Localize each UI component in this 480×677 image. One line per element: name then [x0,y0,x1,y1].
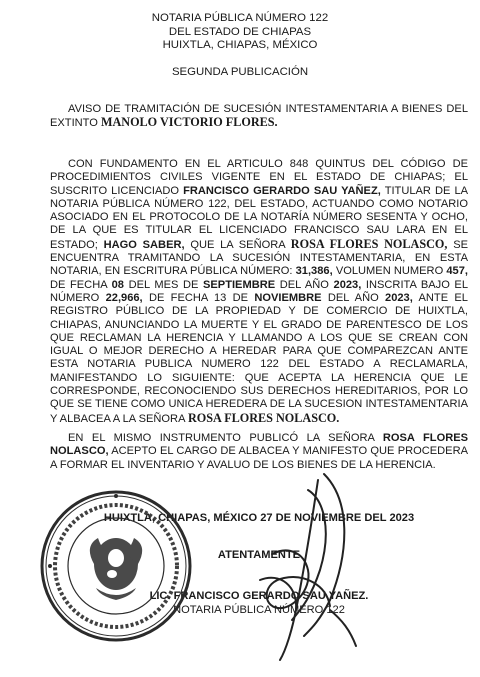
signer-name: LIC. FRANCISCO GERARDO SAU YAÑEZ. [149,590,369,602]
notary-name: FRANCISCO GERARDO SAU YAÑEZ, [183,184,381,197]
body-text: ANTE EL REGISTRO PÚBLICO DE LA PROPIEDAD Y DE COMERCIO DE HUIXTLA, CHIAPAS, ANUNCIANDO LA MUERTE Y EL GRADO DE PARENTESCO DE LOS QUE RECLAMAN LA HERENCIA Y LLAMANDO A LOS QUE SE CREAN CON IGUAL O MEJOR DERECHO A HEREDAR PARA QUE COMPAREZCAN ANTE ESTA NOTARIA PUBLICA NUMERO 122 DEL ESTADO A RECLAMARLA, MANIFESTANDO LO SIGUIENTE: QUE ACEPTA LA HERENCIA QUE LE CORRESPONDE, RECONOCIENDO SUS DERECHOS HEREDITARIOS, POR LO QUE SE TIENE COMO UNICA HEREDERA DE LA SUCESION INTESTAMENTARIA Y ALBACEA A LA SEÑORA [50,291,468,425]
header-line-2: DEL ESTADO DE CHIAPAS [168,25,312,38]
notary-header [0,12,480,53]
header-line-1: NOTARIA PÚBLICA NÚMERO 122 [151,12,329,24]
registration-month: NOVIEMBRE [254,291,322,304]
heir-name-2: ROSA FLORES NOLASCO. [187,410,340,425]
body-text: DEL MES DE [128,278,199,291]
closing-regards: ATENTAMENTE [217,549,301,561]
escritura-number: 31,386, [295,265,333,278]
body-text: QUE LA SEÑORA [190,238,286,251]
notary-seal [36,486,196,646]
registration-year: 2023, [385,291,413,304]
notice-prefix: AVISO DE TRAMITACIÓN DE SUCESIÓN INTESTAMENTARIA A BIENES DEL EXTINTO [50,103,468,130]
registration-number: 22,966, [105,291,143,304]
deceased-name: MANOLO VICTORIO FLORES. [100,115,278,130]
date-year: 2023, [333,278,362,291]
publication-label: SEGUNDA PUBLICACIÓN [171,66,309,78]
body-text: CON FUNDAMENTO EN EL ARTICULO 848 QUINTUS DEL CÓDIGO DE PROCEDIMIENTOS CIVILES VIGENTE EN EL ESTADO DE CHIAPAS; EL SUSCRITO LICENCIADO [50,158,468,197]
body-text: EN EL MISMO INSTRUMENTO PUBLICÓ LA SEÑORA [68,432,375,444]
body-text: SE ENCUENTRA TRAMITANDO LA SUCESIÓN INTESTAMENTARIA, EN ESTA NOTARIA, EN ESCRITURA PÚBLICA NÚMERO: [50,238,469,278]
hago-saber: HAGO SABER, [103,238,185,251]
heir-name: ROSA FLORES NOLASCO, [290,236,448,251]
body-text: TITULAR DE LA NOTARIA PÚBLICA NÚMERO 122, DEL ESTADO, ACTUANDO COMO NOTARIO ASOCIADO EN EL PROTOCOLO DE LA NOTARÍA NÚMERO SESENTA Y OCHO, DE LA QUE ES TITULAR EL LICENCIADO FRANCISCO SAU LARA EN EL ESTADO; [50,184,469,251]
body-text: DE FECHA [50,278,107,291]
place-and-date: HUIXTLA, CHIAPAS, MÉXICO 27 DE NOVIEMBRE DEL 2023 [103,512,415,524]
volume-number: 457, [446,265,468,278]
date-day: 08 [111,278,124,291]
handwritten-signature [200,460,390,670]
body-paragraph [50,158,468,426]
body-text: VOLUMEN NUMERO [335,265,444,278]
header-line-3: HUIXTLA, CHIAPAS, MÉXICO [162,39,318,52]
signer-title: NOTARIA PÚBLICA NÚMERO 122 [173,604,345,616]
notice-paragraph [50,103,468,131]
body-text: DE FECHA 13 DE [148,291,249,304]
heir-name-3: ROSA FLORES NOLASCO, [50,432,469,458]
body-text: INSCRITA BAJO EL NÚMERO [50,278,468,304]
date-month: SEPTIEMBRE [203,278,276,291]
body-text: DEL AÑO [327,291,379,304]
body-text: ACEPTO EL CARGO DE ALBACEA Y MANIFESTO QUE PROCEDERA A FORMAR EL INVENTARIO Y AVALUO DE LOS BIENES DE LA HERENCIA. [50,445,468,471]
body-text: DEL AÑO [279,278,329,291]
